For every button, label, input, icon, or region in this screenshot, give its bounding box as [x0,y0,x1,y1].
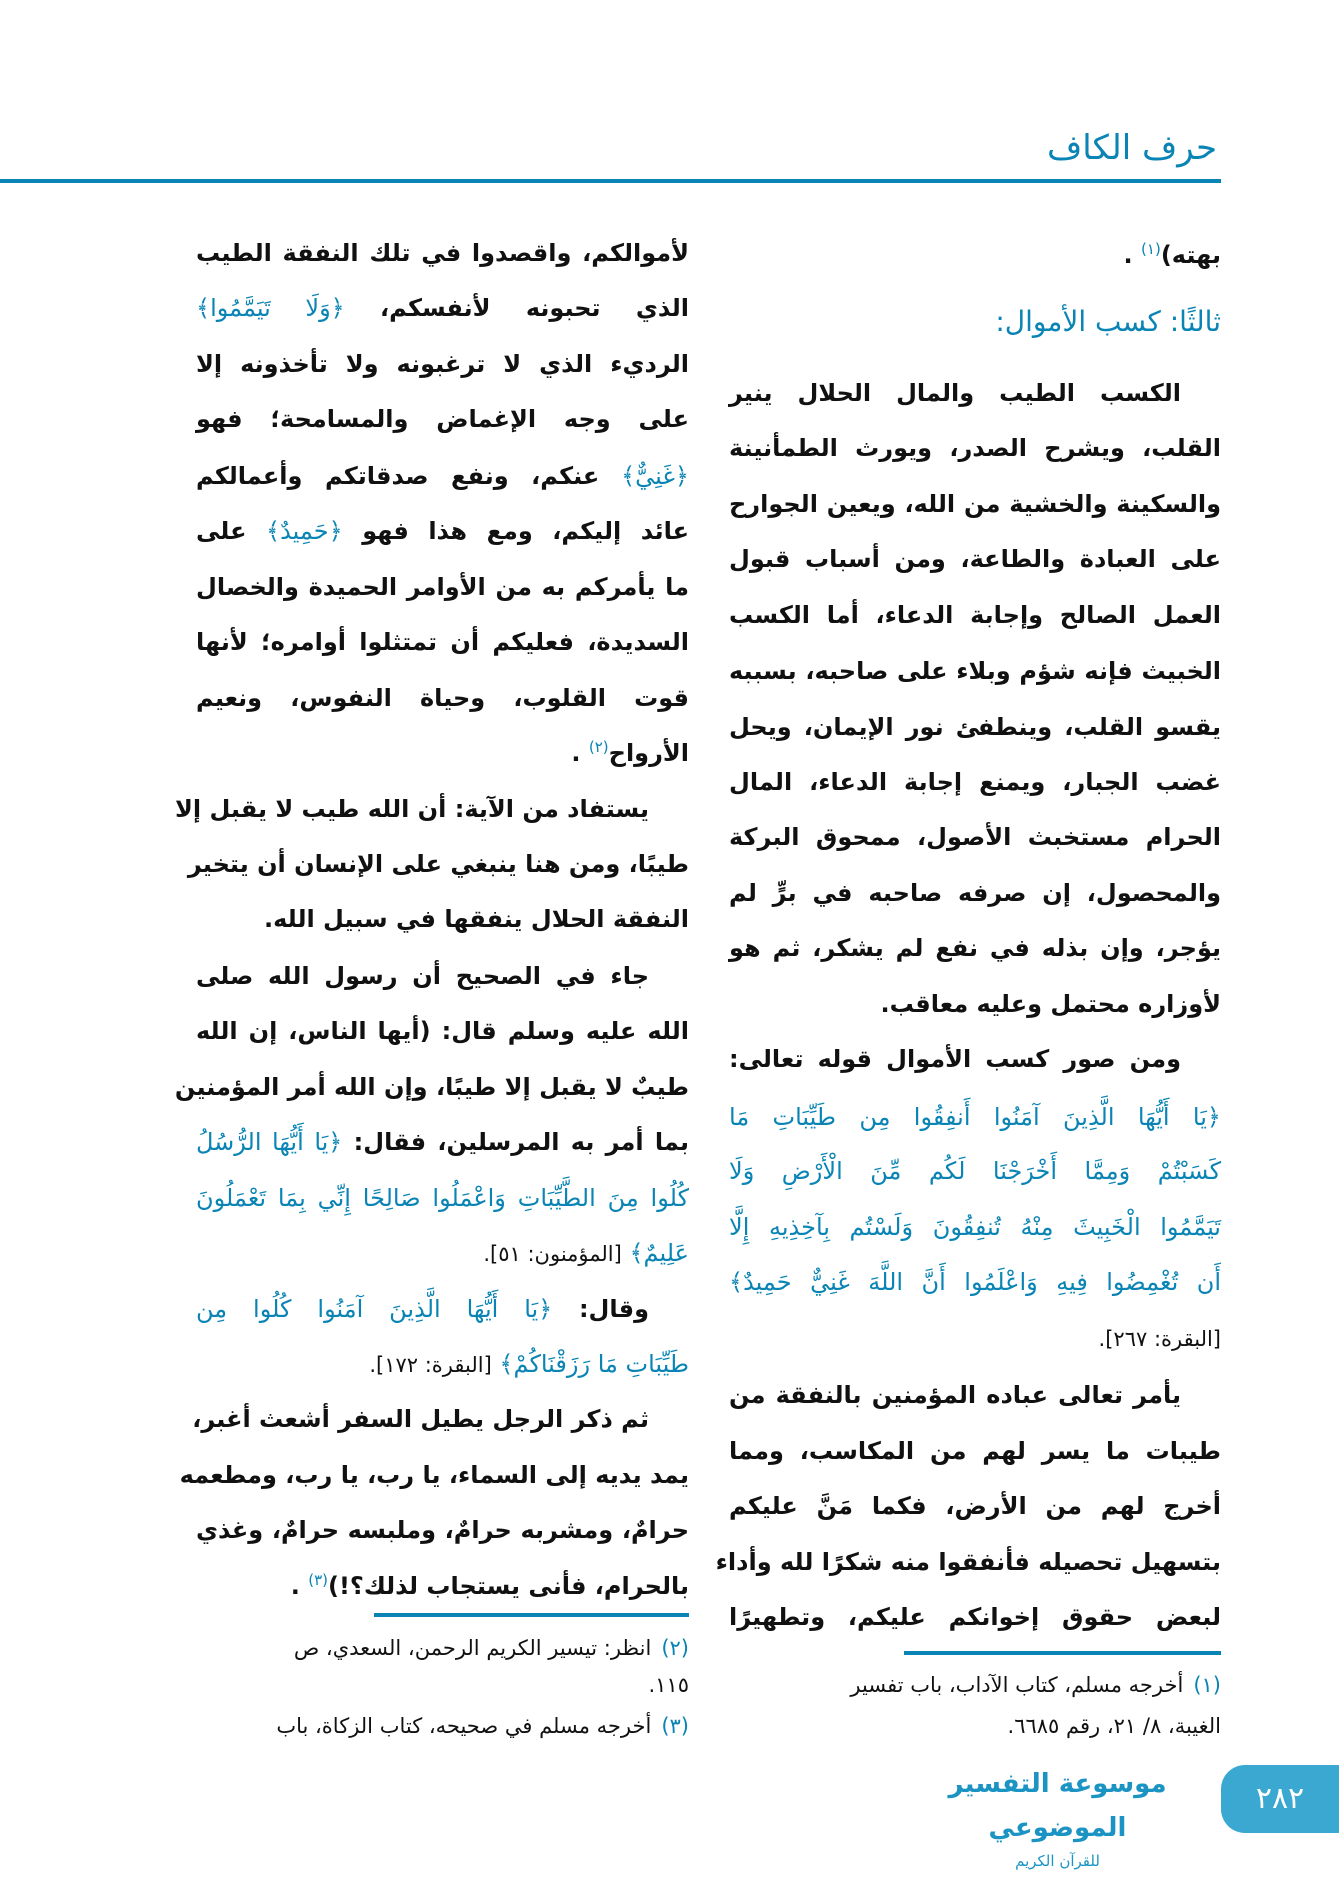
quran-verse: طَيِّبَاتِ مَا رَزَقْنَاكُمْ﴾ [491,1350,689,1378]
text-line [196,1231,689,1275]
body-text: . [571,739,589,767]
body-text: أخرج لهم من الأرض، فكما مَنَّ عليكم [729,1492,1221,1520]
text-line [187,842,689,886]
quran-verse: ﴿وَلَا تَيَمَّمُوا﴾ [196,294,345,322]
text-line [729,1373,1221,1417]
text-line [729,1484,1221,1528]
quran-verse: ﴿حَمِيدٌ﴾ [266,517,343,545]
body-text: لبعض حقوق إخوانكم عليكم، وتطهيرًا [729,1603,1221,1631]
footnote-marker[interactable]: (١) [1141,240,1161,258]
text-line [196,342,689,386]
header-divider [0,179,1221,183]
quran-verse: كُلُوا مِنَ الطَّيِّبَاتِ وَاعْمَلُوا صَالِحًا إِنِّي بِمَا تَعْمَلُونَ [196,1184,689,1212]
body-text: عائد إليكم، ومع هذا فهو [342,517,690,545]
text-line [196,286,689,330]
body-text: بتسهيل تحصيله فأنفقوا منه شكرًا لله وأداء [715,1548,1221,1576]
text-line [196,1009,689,1053]
footnote-line [196,1628,689,1668]
text-line [729,1429,1221,1473]
text-line [196,397,689,441]
text-line [729,1260,1221,1304]
body-text: والسكينة والخشية من الله، ويعين الجوارح [729,490,1221,518]
body-text: ثم ذكر الرجل يطيل السفر أشعث أغبر، [192,1405,649,1433]
text-line [729,705,1221,749]
footnote-number: (١) [1193,1673,1221,1697]
body-text: يؤجر، وإن بذله في نفع لم يشكر، ثم هو [729,934,1221,962]
body-text: يقسو القلب، وينطفئ نور الإيمان، ويحل [729,713,1221,741]
body-text: حرامٌ، ومشربه حرامٌ، وملبسه حرامٌ، وغذي [196,1516,689,1544]
encyclopedia-logo [934,1762,1181,1870]
footnote-text: ١١٥. [648,1673,689,1697]
quran-verse: كَسَبْتُمْ وَمِمَّا أَخْرَجْنَا لَكُم مِّنَ الْأَرْضِ وَلَا [729,1157,1221,1185]
text-line [729,537,1221,581]
text-line [196,1564,689,1608]
footnote-line [196,1665,689,1705]
text-line [729,1595,1221,1639]
logo-title: موسوعة التفسير الموضوعي [948,1769,1167,1843]
text-line [729,426,1221,470]
footnote-text: انظر: تيسير الكريم الرحمن، السعدي، ص [293,1636,652,1660]
body-text: السديدة، فعليكم أن تمتثلوا أوامره؛ لأنها [196,628,689,656]
quran-verse: ﴿يَا أَيُّهَا الَّذِينَ آمَنُوا كُلُوا مِن [196,1295,553,1323]
body-text: يستفاد من الآية: أن الله طيب لا يقبل إلا [175,795,649,823]
logo-subtitle: للقرآن الكريم [1015,1852,1100,1870]
text-line [196,509,689,553]
body-text: . [290,1572,309,1600]
body-text: بالحرام، فأنى يستجاب لذلك؟!) [327,1572,689,1600]
footnote-line [729,1706,1221,1746]
body-text: طيبًا، ومن هنا ينبغي على الإنسان أن يتخير [187,850,689,878]
body-text: الذي تحبونه لأنفسكم، [344,294,689,322]
footnote-marker[interactable]: (٣) [308,1571,328,1589]
body-text: يأمر تعالى عباده المؤمنين بالنفقة من [729,1381,1181,1409]
text-line [196,1176,689,1220]
text-line [196,731,689,775]
verse-reference: [البقرة: ٢٦٧]. [1098,1327,1221,1351]
body-text: القلب، ويشرح الصدر، ويورث الطمأنينة [729,434,1221,462]
text-line [196,454,689,498]
text-line [729,760,1221,804]
text-line [196,897,689,941]
chapter-title: حرف الكاف [1046,128,1217,168]
text-line [196,565,689,609]
verse-reference: [المؤمنون: ٥١]. [483,1242,622,1266]
body-text: العمل الصالح وإجابة الدعاء، أما الكسب [729,601,1221,629]
body-text: على العبادة والطاعة، ومن أسباب قبول [729,545,1221,573]
footnote-marker[interactable]: (٢) [588,738,609,756]
body-text: غضب الجبار، ويمنع إجابة الدعاء، المال [729,768,1221,796]
text-line [729,926,1221,970]
footnote-divider-left [374,1613,689,1617]
text-line [174,1065,689,1109]
quran-verse: ﴿يَا أَيُّهَا الرُّسُلُ [196,1128,343,1156]
body-text: الكسب الطيب والمال الحلال ينير [729,379,1181,407]
body-text: على وجه الإغماض والمسامحة؛ فهو [196,405,689,433]
verse-reference: [البقرة: ١٧٢]. [369,1353,492,1377]
body-text: عنكم، ونفع صدقاتكم وأعمالكم [196,462,600,490]
section-heading [729,300,1221,344]
body-text: ومن صور كسب الأموال قوله تعالى: [729,1045,1181,1073]
footnote-number: (٣) [661,1714,689,1738]
body-text: قوت القلوب، وحياة النفوس، ونعيم [196,684,689,712]
body-text: طيبات ما يسر لهم من المكاسب، ومما [729,1437,1221,1465]
text-line [196,954,689,998]
text-line [196,1120,689,1164]
text-line [729,815,1221,859]
body-text: بهته) [1160,241,1221,269]
quran-verse: أَن تُغْمِضُوا فِيهِ وَاعْلَمُوا أَنَّ اللَّهَ غَنِيٌّ حَمِيدٌ﴾ [729,1268,1221,1296]
text-line [196,231,689,275]
body-text: الأرواح [608,739,689,767]
footnote-line [196,1706,689,1746]
footnote-text: أخرجه مسلم في صحيحه، كتاب الزكاة، باب [276,1714,652,1738]
text-line [179,1453,689,1497]
body-text: ما يأمركم به من الأوامر الحميدة والخصال [196,573,689,601]
text-line [729,871,1221,915]
text-line [729,1037,1221,1081]
text-line [715,1540,1221,1584]
text-line [175,787,689,831]
text-line [729,1316,1221,1360]
text-line [729,982,1221,1026]
footnote-line [729,1665,1221,1705]
page-number: ٢٨٢ [1221,1765,1339,1833]
quran-verse: تَيَمَّمُوا الْخَبِيثَ مِنْهُ تُنفِقُونَ وَلَسْتُم بِآخِذِيهِ إِلَّا [729,1213,1221,1241]
text-line [729,1095,1221,1139]
body-text: وقال: [552,1295,650,1323]
text-line [729,482,1221,526]
quran-verse: عَلِيمٌ﴾ [621,1239,689,1267]
quran-verse: ﴿غَنِيٌّ﴾ [599,462,689,490]
body-text: الحرام مستخبث الأصول، ممحوق البركة [729,823,1221,851]
text-line [729,1149,1221,1193]
body-text: الرديء الذي لا ترغبونه ولا تأخذونه إلا [196,350,689,378]
text-line [729,649,1221,693]
quran-verse: ﴿يَا أَيُّهَا الَّذِينَ آمَنُوا أَنفِقُوا مِن طَيِّبَاتِ مَا [729,1103,1221,1131]
body-text: لأوزاره محتمل وعليه معاقب. [880,990,1221,1018]
text-line [729,1205,1221,1249]
body-text: جاء في الصحيح أن رسول الله صلى [196,962,649,990]
footnote-text: الغيبة، ٨/ ٢١، رقم ٦٦٨٥. [1007,1714,1221,1738]
body-text: يمد يديه إلى السماء، يا رب، يا رب، ومطعمه [179,1461,689,1489]
body-text: ثالثًا: كسب الأموال: [995,305,1221,338]
text-line [192,1397,689,1441]
footnote-divider-right [904,1651,1221,1655]
text-line [729,371,1221,415]
body-text: والمحصول، إن صرفه صاحبه في برٍّ لم [729,879,1221,907]
text-line [196,1342,689,1386]
body-text: النفقة الحلال ينفقها في سبيل الله. [263,905,689,933]
body-text: . [1123,241,1142,269]
text-line [196,1287,689,1331]
body-text: الله عليه وسلم قال: (أيها الناس، إن الله [196,1017,689,1045]
body-text: على [196,517,266,545]
footnote-number: (٢) [661,1636,689,1660]
text-line [196,620,689,664]
text-line [196,1508,689,1552]
body-text: لأموالكم، واقصدوا في تلك النفقة الطيب [196,239,689,267]
footnote-text: أخرجه مسلم، كتاب الآداب، باب تفسير [850,1673,1184,1697]
text-line [729,233,1221,277]
text-line [729,593,1221,637]
body-text: بما أمر به المرسلين، فقال: [342,1128,690,1156]
text-line [196,676,689,720]
body-text: طيبٌ لا يقبل إلا طيبًا، وإن الله أمر المؤمنين [174,1073,689,1101]
body-text: الخبيث فإنه شؤم وبلاء على صاحبه، بسببه [729,657,1221,685]
